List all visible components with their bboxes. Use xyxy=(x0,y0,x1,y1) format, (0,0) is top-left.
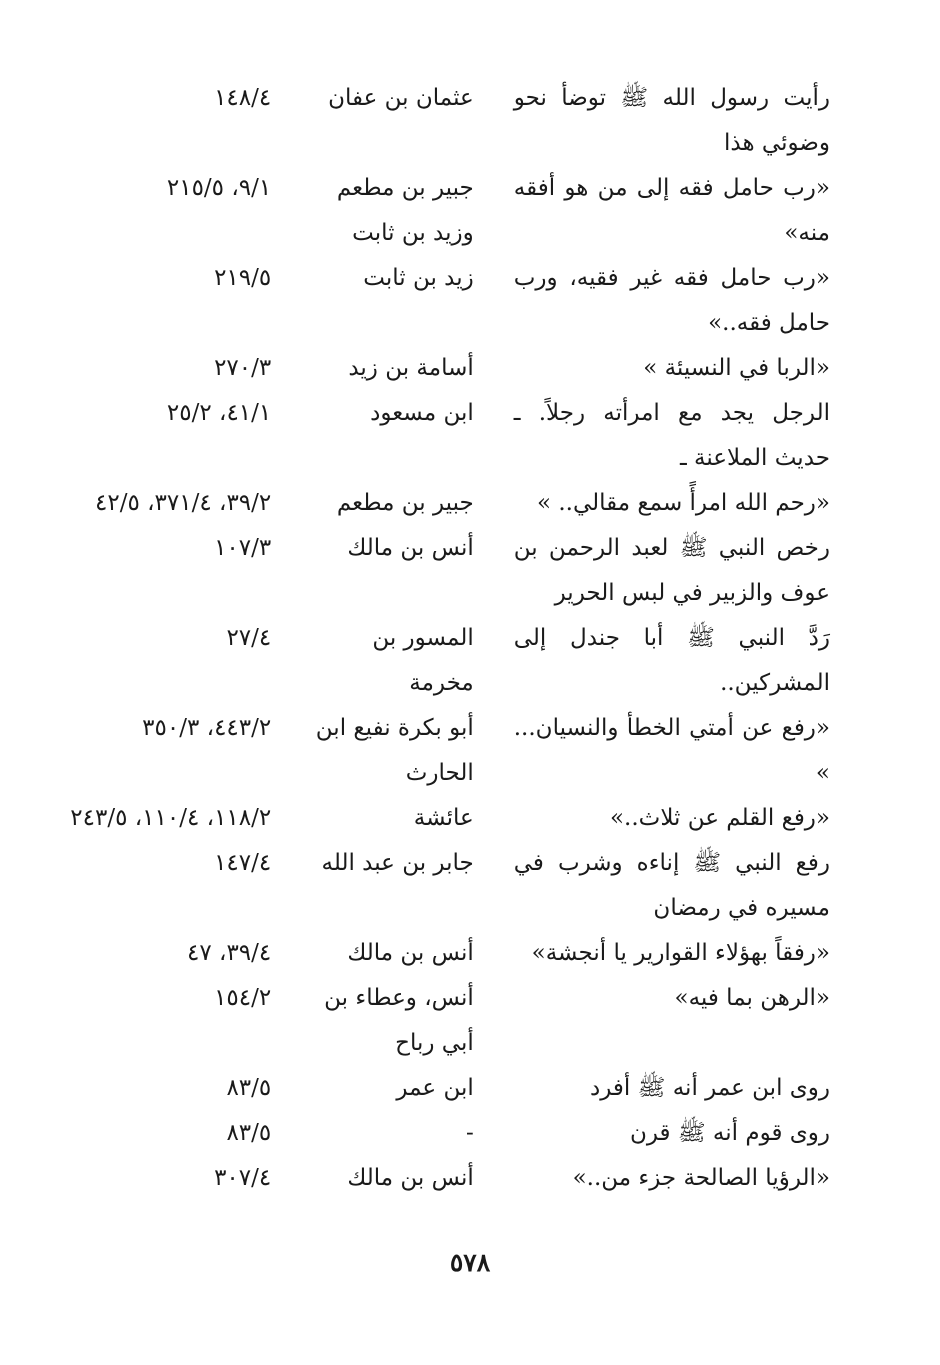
volume-page-reference: ٣٩/٤، ٤٧ xyxy=(186,940,272,966)
volume-page-reference: ٩/١، ٢١٥/٥ xyxy=(166,175,272,201)
narrator: عائشة xyxy=(413,805,474,831)
volume-page-reference: ٣٩/٢، ٣٧١/٤، ٤٢/٥ xyxy=(94,490,272,516)
hadith-text: روى قوم أنه ﷺ قرن xyxy=(629,1120,830,1146)
hadith-text: رأيت رسول الله ﷺ توضأ نحو وضوئي هذا xyxy=(513,85,830,156)
narrator: - xyxy=(465,1120,474,1146)
volume-page-reference: ١٤٧/٤ xyxy=(214,850,272,876)
volume-page-reference: ٢٧٠/٣ xyxy=(214,355,272,381)
narrator: ابن عمر xyxy=(396,1075,474,1101)
hadith-text: رخص النبي ﷺ لعبد الرحمن بن عوف والزبير في لبس الحرير xyxy=(513,535,830,606)
hadith-text: «الربا في النسيئة » xyxy=(643,355,830,381)
narrator: المسور بن مخرمة xyxy=(372,625,474,696)
volume-page-reference: ٨٣/٥ xyxy=(226,1120,272,1146)
volume-page-reference: ١٥٤/٢ xyxy=(214,985,272,1011)
volume-page-reference: ٣٠٧/٤ xyxy=(214,1165,272,1191)
hadith-text: الرجل يجد مع امرأته رجلاً. ـ حديث الملاعنة ـ xyxy=(513,400,830,471)
index-entry xyxy=(70,796,830,841)
narrator: أسامة بن زيد xyxy=(348,355,474,381)
volume-page-reference: ٨٣/٥ xyxy=(226,1075,272,1101)
narrator: زيد بن ثابت xyxy=(363,265,474,291)
volume-page-reference: ١٠٧/٣ xyxy=(214,535,272,561)
index-entry xyxy=(70,616,830,706)
index-entry xyxy=(70,841,830,931)
hadith-text: رفع النبي ﷺ إناءه وشرب في مسيره في رمضان xyxy=(513,850,830,921)
narrator: عثمان بن عفان xyxy=(328,85,474,111)
index-entry xyxy=(70,76,830,166)
index-entry xyxy=(70,1111,830,1156)
hadith-text: «رفع القلم عن ثلاث..» xyxy=(609,805,830,831)
narrator: أنس بن مالك xyxy=(347,535,474,561)
index-entry xyxy=(70,1156,830,1201)
hadith-text: «رفقاً بهؤلاء القوارير يا أنجشة» xyxy=(531,940,830,966)
narrator: أنس، وعطاء بن أبي رباح xyxy=(324,985,474,1056)
narrator: ابن مسعود xyxy=(370,400,474,426)
hadith-text: «الرهن بما فيه» xyxy=(674,985,830,1011)
index-entry xyxy=(70,346,830,391)
index-entry xyxy=(70,391,830,481)
volume-page-reference: ٤٤٣/٢، ٣٥٠/٣ xyxy=(142,715,272,741)
volume-page-reference: ٤١/١، ٢٥/٢ xyxy=(166,400,272,426)
index-entry xyxy=(70,931,830,976)
hadith-text: «رب حامل فقه غير فقيه، ورب حامل فقه..» xyxy=(513,265,830,336)
narrator: أبو بكرة نفيع ابن الحارث xyxy=(315,715,474,786)
hadith-text: روى ابن عمر أنه ﷺ أفرد xyxy=(589,1075,830,1101)
index-entry xyxy=(70,976,830,1066)
volume-page-reference: ٢١٩/٥ xyxy=(214,265,272,291)
narrator: جابر بن عبد الله xyxy=(321,850,474,876)
index-entry xyxy=(70,1066,830,1111)
index-entry xyxy=(70,706,830,796)
index-entry xyxy=(70,166,830,256)
index-entry xyxy=(70,256,830,346)
hadith-text: «رفع عن أمتي الخطأ والنسيان... » xyxy=(513,715,830,786)
hadith-index-table xyxy=(70,76,830,1201)
index-entry xyxy=(70,526,830,616)
hadith-text: «رحم الله امرأً سمع مقالي.. » xyxy=(536,490,830,516)
volume-page-reference: ٢٧/٤ xyxy=(226,625,272,651)
volume-page-reference: ١٤٨/٤ xyxy=(214,85,272,111)
narrator: أنس بن مالك xyxy=(347,1165,474,1191)
hadith-text: «الرؤيا الصالحة جزء من..» xyxy=(572,1165,830,1191)
hadith-text: «رب حامل فقه إلى من هو أفقه منه» xyxy=(513,175,830,246)
narrator: جبير بن مطعم xyxy=(336,490,474,516)
index-entry xyxy=(70,481,830,526)
volume-page-reference: ١١٨/٢، ١١٠/٤، ٢٤٣/٥ xyxy=(70,805,272,831)
narrator: أنس بن مالك xyxy=(347,940,474,966)
page-number: ٥٧٨ xyxy=(449,1248,491,1277)
narrator: جبير بن مطعم وزيد بن ثابت xyxy=(336,175,474,246)
hadith-text: رَدَّ النبي ﷺ أبا جندل إلى المشركين.. xyxy=(513,625,830,696)
